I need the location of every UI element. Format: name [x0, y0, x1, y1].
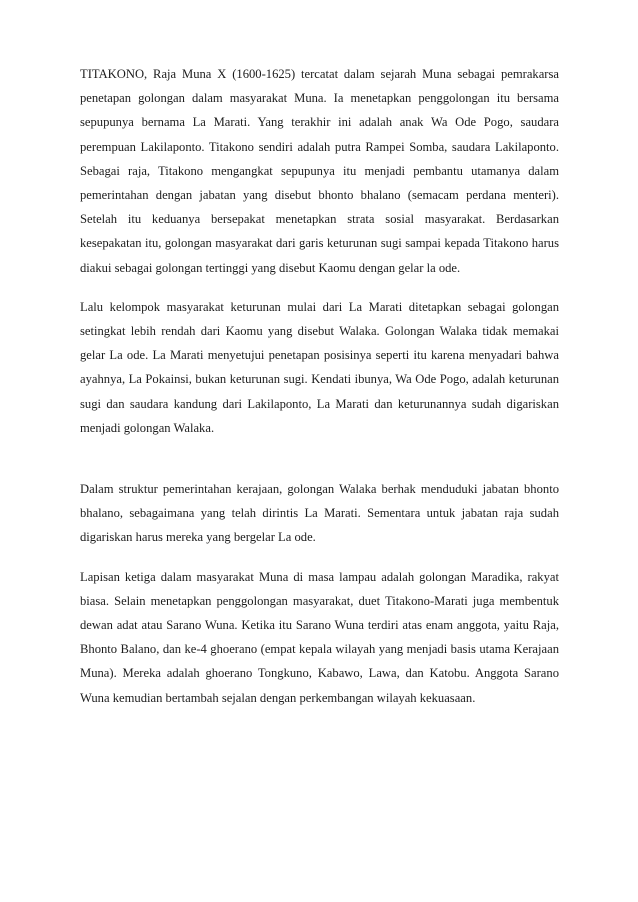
paragraph-spacer — [80, 280, 559, 295]
paragraph-spacer — [80, 550, 559, 565]
paragraph-walaka: Lalu kelompok masyarakat keturunan mulai dari La Marati ditetapkan sebagai golongan setingkat lebih rendah dari Kaomu yang disebut Walaka. Golongan Walaka tidak memakai gelar La ode. La Marati menyetujui penetapan posisinya seperti itu karena menyadari bahwa ayahnya, La Pokainsi, bukan keturunan sugi. Kendati ibunya, Wa Ode Pogo, adalah keturunan sugi dan saudara kandung dari Lakilaponto, La Marati dan keturunannya sudah digariskan menjadi golongan Walaka. — [80, 299, 559, 435]
paragraph-spacer-large — [80, 440, 559, 477]
paragraph-titakono: TITAKONO, Raja Muna X (1600-1625) tercatat dalam sejarah Muna sebagai pemrakarsa penetapan golongan dalam masyarakat Muna. Ia menetapkan penggolongan itu bersama sepupunya bernama La Marati. Yang terakhir ini adalah anak Wa Ode Pogo, saudara perempuan Lakilaponto. Titakono sendiri adalah putra Rampei Somba, saudara Lakilaponto. Sebagai raja, Titakono mengangkat sepupunya itu menjadi pembantu utamanya dalam pemerintahan dengan jabatan yang disebut bhonto bhalano (semacam perdana menteri). Setelah itu keduanya bersepakat menetapkan strata sosial masyarakat. Berdasarkan kesepakatan itu, golongan masyarakat dari garis keturunan sugi sampai kepada Titakono harus diakui sebagai golongan tertinggi yang disebut Kaomu dengan gelar la ode. — [80, 67, 559, 275]
paragraph-maradika: Lapisan ketiga dalam masyarakat Muna di masa lampau adalah golongan Maradika, rakyat biasa. Selain menetapkan penggolongan masyarakat, duet Titakono-Marati juga membentuk dewan adat atau Sarano Wuna. Ketika itu Sarano Wuna terdiri atas enam anggota, yaitu Raja, Bhonto Balano, dan ke-4 ghoerano (empat kepala wilayah yang menjadi basis utama Kerajaan Muna). Mereka adalah ghoerano Tongkuno, Kabawo, Lawa, dan Katobu. Anggota Sarano Wuna kemudian bertambah sejalan dengan perkembangan wilayah kekuasaan. — [80, 569, 559, 705]
paragraph-pemerintahan: Dalam struktur pemerintahan kerajaan, golongan Walaka berhak menduduki jabatan bhonto bhalano, sebagaimana yang telah dirintis La Marati. Sementara untuk jabatan raja sudah digariskan harus mereka yang bergelar La ode. — [80, 482, 559, 545]
document-body — [80, 62, 559, 710]
